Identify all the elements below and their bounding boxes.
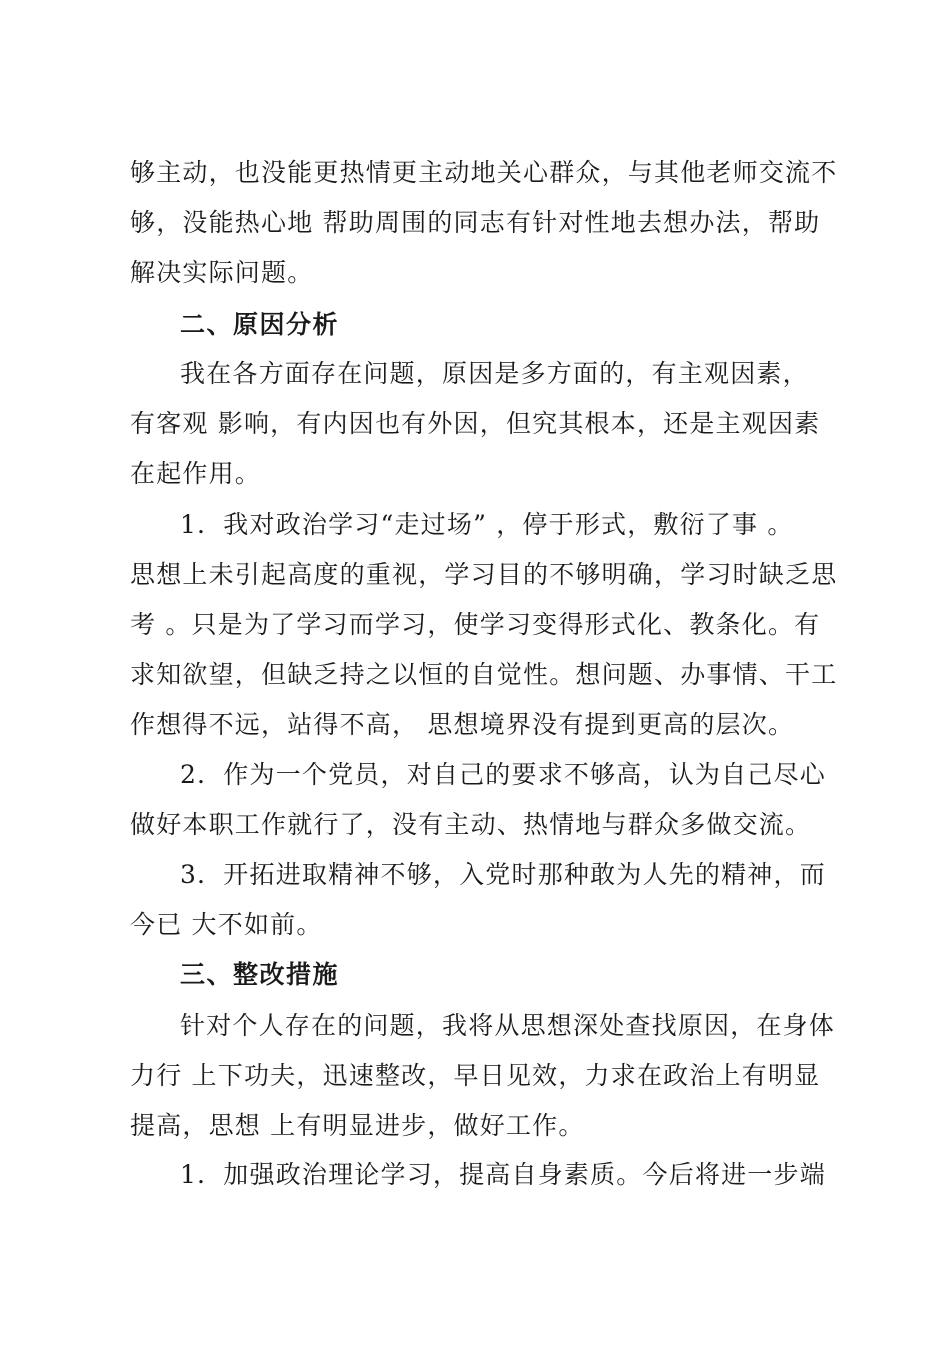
body-line: 求知欲望，但缺乏持之以恒的自觉性。想问题、办事情、干工	[130, 660, 838, 689]
body-line: 针对个人存在的问题，我将从思想深处查找原因，在身体	[180, 1011, 836, 1040]
section-heading: 二、原因分析	[180, 310, 340, 339]
body-line: 在起作用。	[130, 459, 262, 488]
body-line: 够，没能热心地 帮助周围的同志有针对性地去想办法，帮助	[130, 208, 821, 237]
body-line: 3．开拓进取精神不够，入党时那种敢为人先的精神，而	[180, 860, 826, 889]
body-line: 提高，思想 上有明显进步，做好工作。	[130, 1111, 585, 1140]
body-line: 有客观 影响，有内因也有外因，但究其根本，还是主观因素	[130, 409, 821, 438]
body-line: 1．我对政治学习“走过场” ，停于形式，敷衍了事 。	[180, 510, 794, 539]
body-line: 思想上未引起高度的重视，学习目的不够明确，学习时缺乏思	[130, 560, 838, 589]
body-line: 解决实际问题。	[130, 258, 314, 287]
section-heading: 三、整改措施	[180, 960, 340, 989]
body-line: 今已 大不如前。	[130, 910, 323, 939]
body-line: 力行 上下功夫，迅速整改，早日见效，力求在政治上有明显	[130, 1061, 821, 1090]
body-line: 够主动，也没能更热情更主动地关心群众，与其他老师交流不	[130, 158, 838, 187]
body-line: 1．加强政治理论学习，提高自身素质。今后将进一步端	[180, 1160, 826, 1189]
body-line: 考 。只是为了学习而学习，使学习变得形式化、教条化。有	[130, 610, 821, 639]
body-line: 我在各方面存在问题，原因是多方面的，有主观因素，	[180, 359, 809, 388]
body-line: 做好本职工作就行了，没有主动、热情地与群众多做交流。	[130, 810, 812, 839]
body-line: 作想得不远，站得不高， 思想境界没有提到更高的层次。	[130, 710, 795, 739]
body-line: 2．作为一个党员，对自己的要求不够高，认为自己尽心	[180, 760, 826, 789]
